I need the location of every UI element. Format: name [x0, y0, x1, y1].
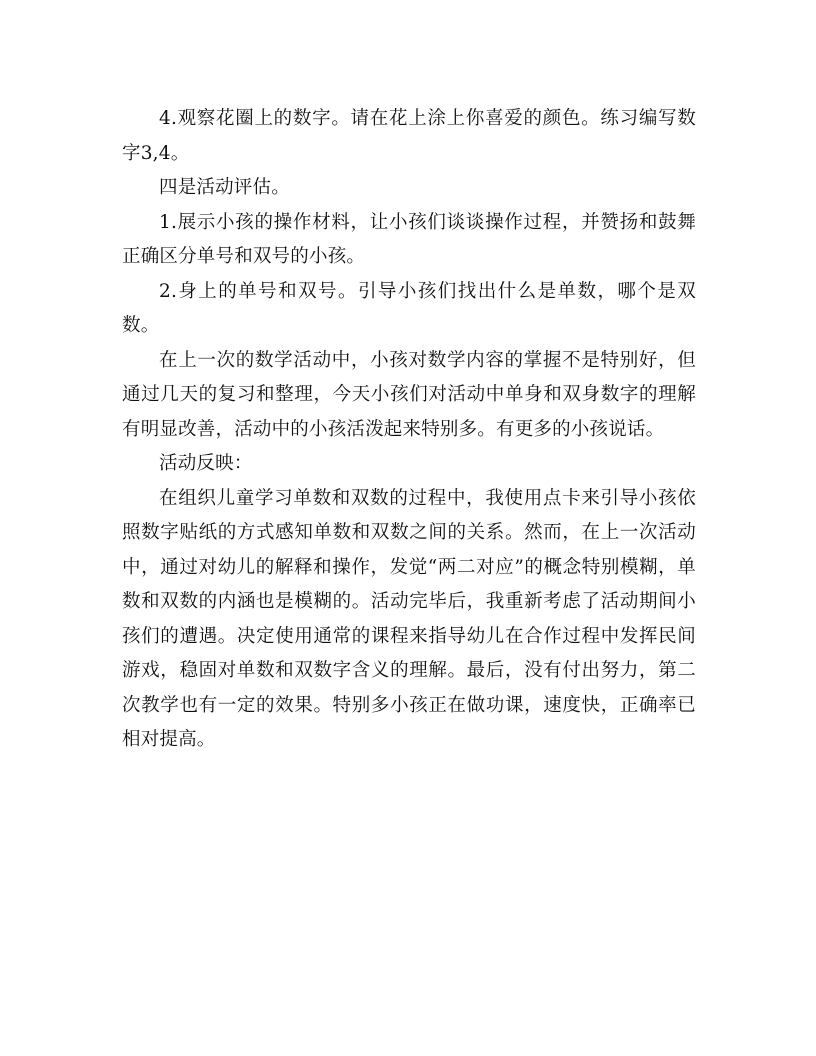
paragraph-evaluation-2: 2.身上的单号和双号。引导小孩们找出什么是单数，哪个是双数。 — [122, 280, 696, 336]
paragraph-summary: 在上一次的数学活动中，小孩对数学内容的掌握不是特别好，但通过几天的复习和整理，今天小孩们对活动中单身和双身数字的理解有明显改善，活动中的小孩活泼起来特别多。有更多的小孩说话。 — [122, 349, 696, 440]
paragraph-evaluation-heading: 四是活动评估。 — [159, 177, 290, 198]
paragraph-evaluation-1: 1.展示小孩的操作材料，让小孩们谈谈操作过程，并赞扬和鼓舞正确区分单号和双号的小孩。 — [122, 211, 696, 267]
document-body — [122, 102, 696, 758]
paragraph-reflection-heading: 活动反映： — [159, 453, 253, 474]
paragraph-step-4: 4.观察花圈上的数字。请在花上涂上你喜爱的颜色。练习编写数字3,4。 — [122, 108, 696, 164]
paragraph-reflection: 在组织儿童学习单数和双数的过程中，我使用点卡来引导小孩依照数字贴纸的方式感知单数和双数之间的关系。然而，在上一次活动中，通过对幼儿的解释和操作，发觉“两二对应”的概念特别模糊，单数和双数的内涵也是模糊的。活动完毕后，我重新考虑了活动期间小孩们的遭遇。决定使用通常的课程来指导幼儿在合作过程中发挥民间游戏，稳固对单数和双数字含义的理解。最后，没有付出努力，第二次教学也有一定的效果。特别多小孩正在做功课，速度快，正确率已相对提高。 — [122, 487, 696, 750]
